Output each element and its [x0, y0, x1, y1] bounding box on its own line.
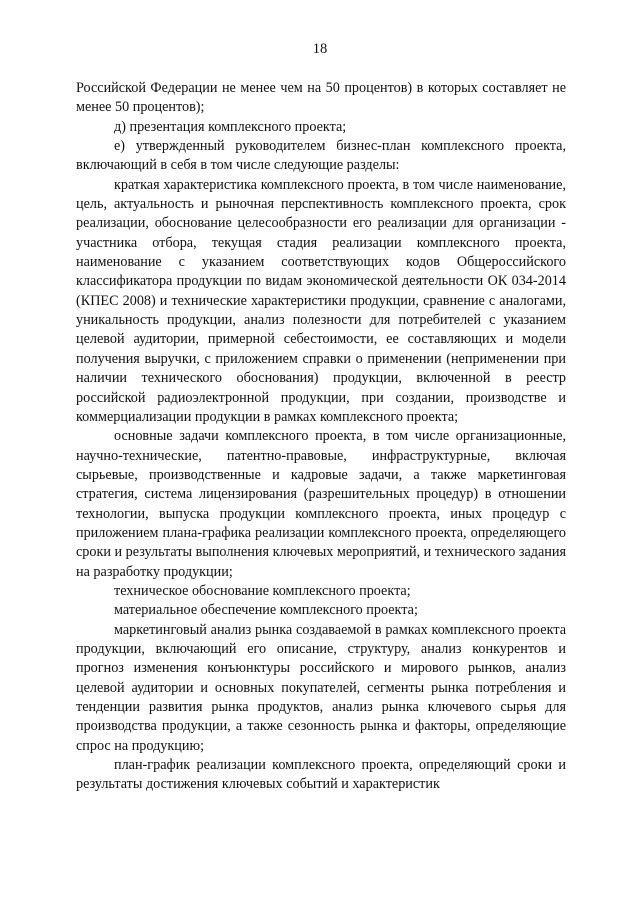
- paragraph-brief-characteristics: краткая характеристика комплексного проекта, в том числе наименование, цель, актуальность и рыночная перспективность комплексного проекта, срок реализации, обоснование целесообразности его реализации для организации - участника отбора, текущая стадия реализации комплексного проекта, наименование с указанием соответствующих кодов Общероссийского классификатора продукции по видам экономической деятельности ОК 034-2014 (КПЕС 2008) и технические характеристики продукции, сравнение с аналогами, уникальность продукции, анализ полезности для потребителей с указанием целевой аудитории, примерной себестоимости, ее составляющих и модели получения выручки, с приложением справки о применении (неприменении при наличии технического обоснования) продукции, включенной в реестр российской радиоэлектронной продукции, при создании, производстве и коммерциализации продукции в рамках комплексного проекта;: [76, 176, 566, 425]
- paragraph-main-tasks: основные задачи комплексного проекта, в том числе организационные, научно-технические, патентно-правовые, инфраструктурные, включая сырьевые, производственные и кадровые задачи, а также маркетинговая стратегия, система лицензирования (разрешительных процедур) в отношении технологии, выпуска продукции комплексного проекта, иных процедур с приложением плана-графика реализации комплексного проекта, определяющего сроки и результаты выполнения ключевых мероприятий, и технического задания на разработку продукции;: [76, 428, 566, 580]
- paragraph-item-e-business-plan: е) утвержденный руководителем бизнес-план комплексного проекта, включающий в себя в том числе следующие разделы:: [76, 138, 566, 174]
- paragraph-item-d-presentation: д) презентация комплексного проекта;: [114, 118, 347, 135]
- document-body: [76, 79, 566, 795]
- paragraph-technical-justification: техническое обоснование комплексного проекта;: [114, 582, 411, 599]
- paragraph-marketing-analysis: маркетинговый анализ рынка создаваемой в рамках комплексного проекта продукции, включающий его описание, структуру, анализ конкурентов и прогноз изменения конъюнктуры российского и мирового рынков, анализ целевой аудитории и основных покупателей, сегменты рынка потребления и тенденции развития рынка продуктов, анализ рынка ключевого сырья для производства продукции, а также сезонность рынка и факторы, определяющие спрос на продукцию;: [76, 621, 566, 754]
- paragraph-continuation: Российской Федерации не менее чем на 50 процентов) в которых составляет не менее 50 процентов);: [76, 80, 566, 116]
- paragraph-schedule: план-график реализации комплексного проекта, определяющий сроки и результаты достижения ключевых событий и характеристик: [76, 757, 566, 793]
- paragraph-material-support: материальное обеспечение комплексного проекта;: [114, 602, 418, 619]
- page-number: 18: [312, 41, 328, 57]
